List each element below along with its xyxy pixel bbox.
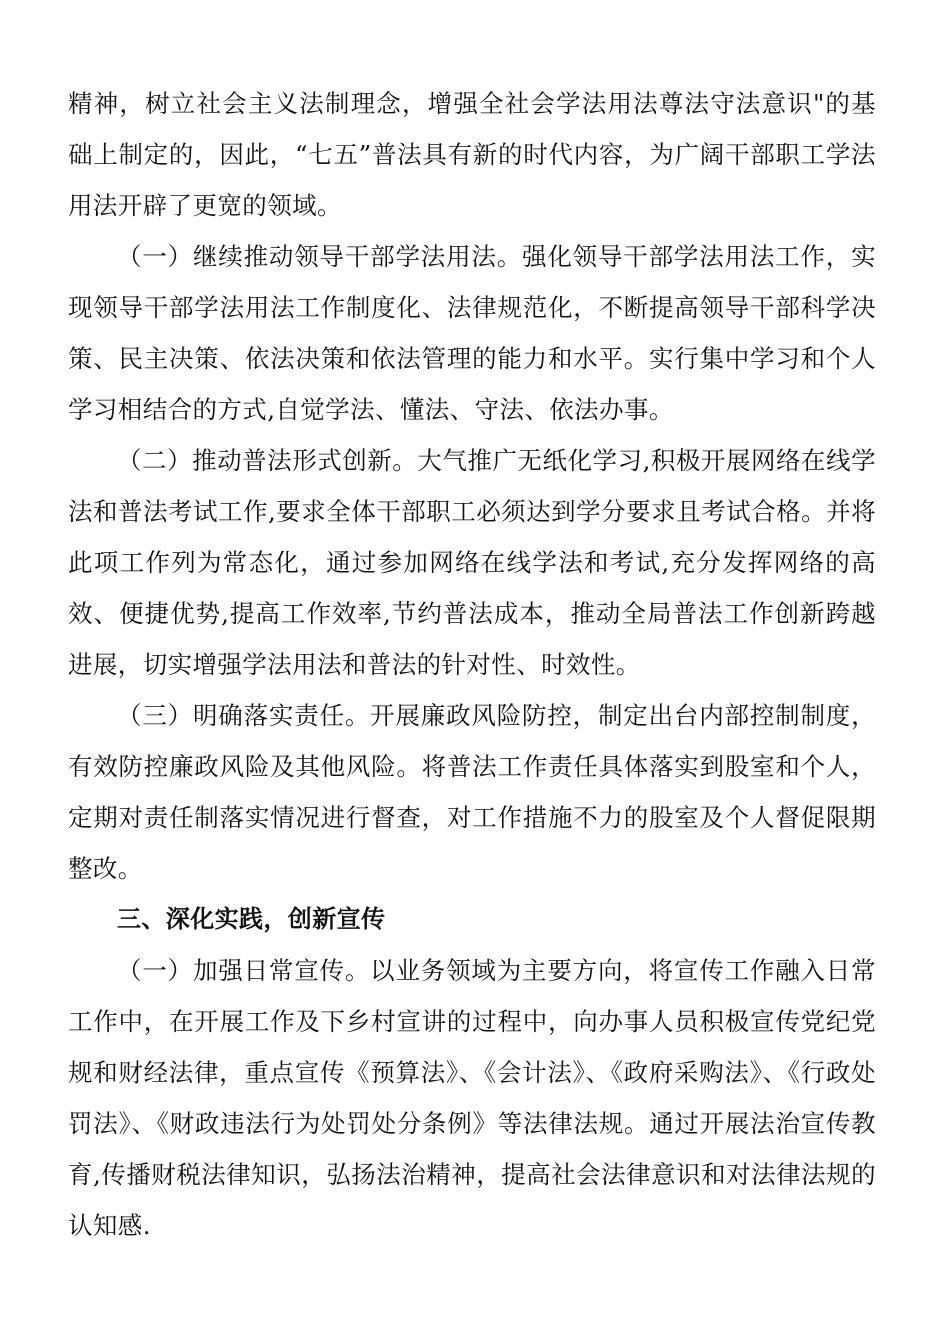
paragraph-section-2-item-1: （一）继续推动领导干部学法用法。强化领导干部学法用法工作，实现领导干部学法用法工作制度化、法律规范化，不断提高领导干部科学决策、民主决策、依法决策和依法管理的能力和水平。实行集中学习和个人学习相结合的方式,自觉学法、懂法、守法、依法办事。 — [68, 242, 876, 424]
paragraph-section-2-item-2: （二）推动普法形式创新。大气推广无纸化学习,积极开展网络在线学法和普法考试工作,要求全体干部职工必须达到学分要求且考试合格。并将此项工作列为常态化，通过参加网络在线学法和考试,充分发挥网络的高效、便捷优势,提高工作效率,节约普法成本，推动全局普法工作创新跨越进展，切实增强学法用法和普法的针对性、时效性。 — [68, 446, 876, 679]
paragraph-continuation: 精神，树立社会主义法制理念，增强全社会学法用法尊法守法意识"的基础上制定的，因此，“七五”普法具有新的时代内容，为广阔干部职工学法用法开辟了更宽的领域。 — [68, 89, 876, 220]
section-3-heading: 三、深化实践，创新宣传 — [117, 905, 386, 933]
paragraph-section-3-item-1: （一）加强日常宣传。以业务领域为主要方向，将宣传工作融入日常工作中，在开展工作及下乡村宣讲的过程中，向办事人员积极宣传党纪党规和财经法律，重点宣传《预算法》、《会计法》、《政府采购法》、《行政处罚法》、《财政违法行为处罚处分条例》等法律法规。通过开展法治宣传教育,传播财税法律知识，弘扬法治精神，提高社会法律意识和对法律法规的认知感. — [68, 956, 876, 1240]
paragraph-section-2-item-3: （三）明确落实责任。开展廉政风险防控，制定出台内部控制制度，有效防控廉政风险及其他风险。将普法工作责任具体落实到股室和个人，定期对责任制落实情况进行督查，对工作措施不力的股室及个人督促限期整改。 — [68, 701, 876, 883]
document-body — [68, 78, 876, 1251]
